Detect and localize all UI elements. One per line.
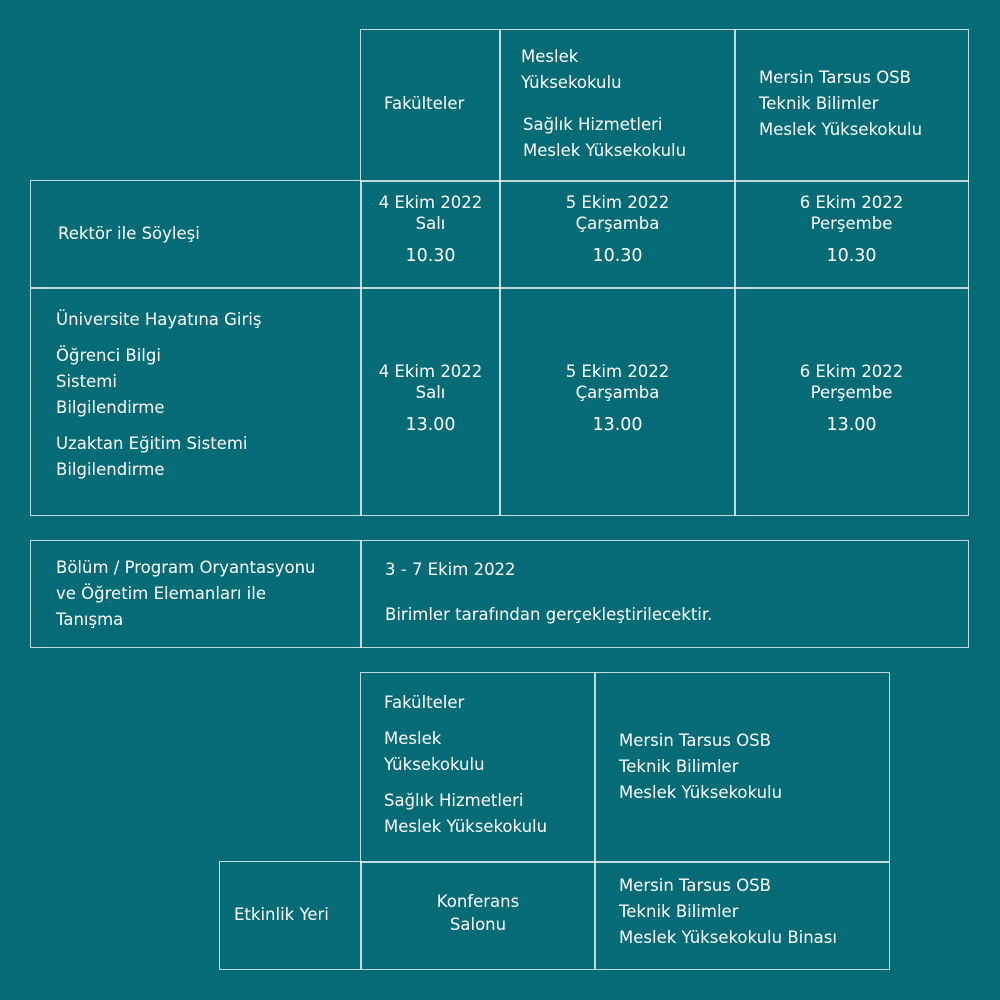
- orientation-info: [385, 557, 712, 628]
- header-tarsus-line1: Mersin Tarsus OSB: [759, 68, 911, 87]
- orientation-note: Birimler tarafından gerçekleştirilecektir.: [385, 605, 713, 624]
- venue-tarsus-line1: Mersin Tarsus OSB: [619, 876, 771, 895]
- day: Çarşamba: [575, 214, 660, 233]
- time: 10.30: [405, 246, 456, 266]
- header-tarsus-line2: Teknik Bilimler: [759, 94, 879, 113]
- time: 13.00: [826, 415, 877, 435]
- venue-tarsus-line2: Teknik Bilimler: [619, 902, 739, 921]
- rector-talk-c3: [735, 192, 968, 267]
- rector-talk-c1: [361, 192, 500, 267]
- day: Perşembe: [810, 214, 893, 233]
- time: 13.00: [405, 415, 456, 435]
- venue-header-right: [619, 728, 782, 806]
- date: 5 Ekim 2022: [565, 362, 670, 381]
- day: Perşembe: [810, 383, 893, 402]
- header-health-line2: Meslek Yüksekokulu: [523, 141, 687, 160]
- intro-c1: [361, 361, 500, 436]
- venue-header-vocational-line1: Meslek: [384, 729, 442, 748]
- date: 4 Ekim 2022: [378, 193, 483, 212]
- venue-tarsus-building: [619, 873, 837, 951]
- time: 10.30: [826, 246, 877, 266]
- intro-c3: [735, 361, 968, 436]
- orientation-label: [56, 555, 316, 633]
- day: Salı: [415, 383, 446, 402]
- date: 6 Ekim 2022: [799, 193, 904, 212]
- distance-edu-label-line2: Bilgilendirme: [56, 460, 165, 479]
- time: 13.00: [592, 415, 643, 435]
- date: 5 Ekim 2022: [565, 193, 670, 212]
- venue-header-health-line2: Meslek Yüksekokulu: [384, 817, 548, 836]
- venue-header-vocational-line2: Yüksekokulu: [384, 755, 485, 774]
- day: Salı: [415, 214, 446, 233]
- venue-header-health-line1: Sağlık Hizmetleri: [384, 791, 524, 810]
- date: 4 Ekim 2022: [378, 362, 483, 381]
- header-faculties-text: Fakülteler: [384, 94, 465, 113]
- student-info-label-line1: Öğrenci Bilgi: [56, 346, 161, 365]
- orientation-label-line1: Bölüm / Program Oryantasyonu: [56, 558, 316, 577]
- venue-label: [234, 902, 329, 928]
- student-info-label-line2: Sistemi: [56, 372, 117, 391]
- rector-talk-text: Rektör ile Söyleşi: [58, 224, 200, 243]
- venue-label-text: Etkinlik Yeri: [234, 905, 329, 924]
- student-info-label-line3: Bilgilendirme: [56, 398, 165, 417]
- time: 10.30: [592, 246, 643, 266]
- rector-talk-c2: [500, 192, 735, 267]
- venue-tarsus-line3: Meslek Yüksekokulu Binası: [619, 928, 837, 947]
- header-health: [523, 112, 686, 164]
- orientation-label-line3: Tanışma: [56, 610, 124, 629]
- venue-header-tarsus-line1: Mersin Tarsus OSB: [619, 731, 771, 750]
- venue-conference-hall: [361, 890, 595, 936]
- header-health-line1: Sağlık Hizmetleri: [523, 115, 663, 134]
- header-vocational-line1: Meslek: [521, 47, 579, 66]
- header-tarsus-line3: Meslek Yüksekokulu: [759, 120, 923, 139]
- day: Çarşamba: [575, 383, 660, 402]
- header-faculties: [384, 91, 464, 117]
- venue-conference-line2: Salonu: [449, 915, 507, 934]
- intro-c2: [500, 361, 735, 436]
- orientation-label-line2: ve Öğretim Elemanları ile: [56, 584, 266, 603]
- header-vocational: [521, 44, 622, 96]
- orientation-date: 3 - 7 Ekim 2022: [385, 560, 516, 579]
- venue-header-tarsus-line2: Teknik Bilimler: [619, 757, 739, 776]
- rector-talk-label: [58, 221, 200, 247]
- university-life-label: Üniversite Hayatına Giriş: [56, 310, 262, 329]
- venue-conference-line1: Konferans: [436, 892, 520, 911]
- venue-header-tarsus-line3: Meslek Yüksekokulu: [619, 783, 783, 802]
- intro-labels: [56, 307, 261, 483]
- date: 6 Ekim 2022: [799, 362, 904, 381]
- venue-header-left: [384, 690, 547, 840]
- header-vocational-line2: Yüksekokulu: [521, 73, 622, 92]
- distance-edu-label-line1: Uzaktan Eğitim Sistemi: [56, 434, 248, 453]
- venue-header-faculties: Fakülteler: [384, 693, 465, 712]
- header-tarsus: [759, 65, 922, 143]
